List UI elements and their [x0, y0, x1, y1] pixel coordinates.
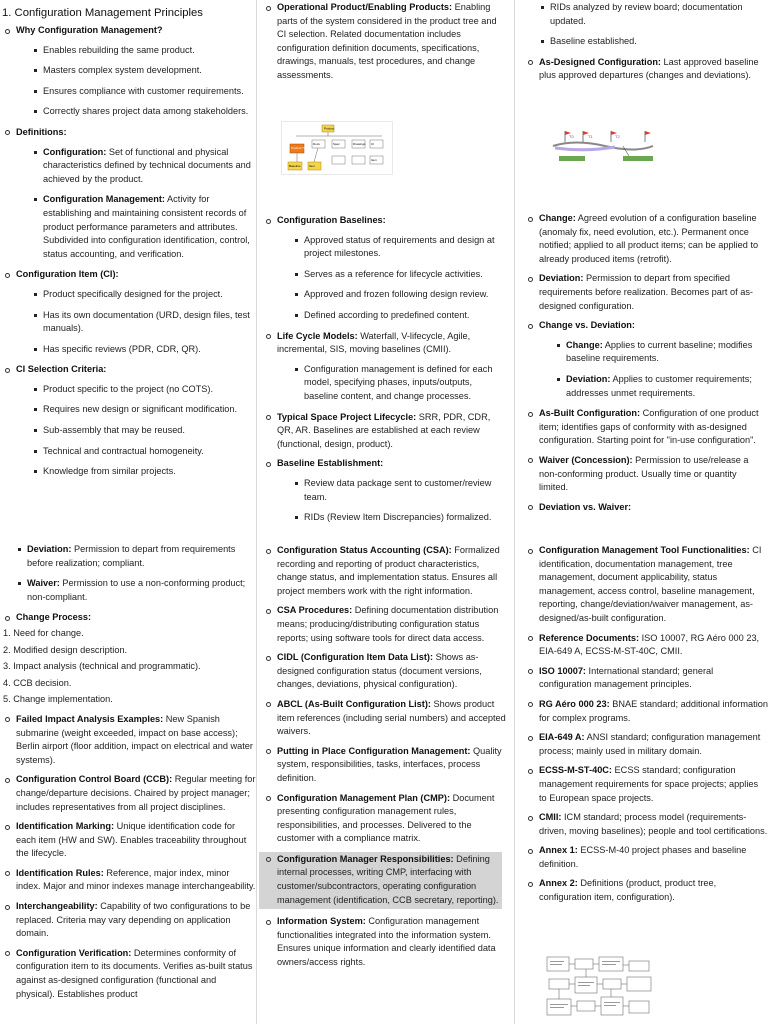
list-item: Configuration Management Tool Functionalities: CI identification, documentation management, tree management, document applicability, status management, access control, baseline management, reporting, change/deviation/waiver management, as-designed/as-built configuration.: [523, 544, 768, 626]
list-item: Product specifically designed for the project.: [16, 288, 256, 302]
list-item: Has specific reviews (PDR, CDR, QR).: [16, 343, 256, 357]
list-item: RIDs (Review Item Discrepancies) formalized.: [277, 511, 508, 525]
list-item: Requires new design or significant modification.: [16, 403, 256, 417]
life-cycle-models: Life Cycle Models: Waterfall, V-lifecycle, Agile, incremental, SIS, moving baselines (CMII). Configuration management is defined for each model, specifying phases, inputs/outputs, baseline content, and change processes.: [261, 330, 508, 404]
list-item: CMII: ICM standard; process model (requirements-driven, moving baselines); people and tool certifications.: [523, 811, 768, 838]
list-item: As-Designed Configuration: Last approved baseline plus approved departures (changes and deviations).: [523, 56, 768, 83]
list-item: Knowledge from similar projects.: [16, 465, 256, 479]
list-item: Putting in Place Configuration Management: Quality system, responsibilities, tasks, interfaces, process definition.: [261, 745, 508, 786]
svg-text:Drawings: Drawings: [353, 142, 366, 146]
list-item: Has its own documentation (URD, design files, test manuals).: [16, 309, 256, 336]
svg-text:Docs: Docs: [313, 142, 320, 146]
list-item: Reference Documents: ISO 10007, RG Aéro 000 23, EIA-649 A, ECSS-M-ST-40C, CMII.: [523, 632, 768, 659]
ci-selection-criteria: CI Selection Criteria: Product specific to the project (no COTS). Requires new design or significant modification. Sub-assembly that may be reused. Technical and contractual homogeneity. Knowledge from similar projects.: [0, 363, 256, 479]
svg-text:T2: T2: [615, 134, 620, 139]
list-item: EIA-649 A: ANSI standard; configuration management process; mainly used in military domain.: [523, 731, 768, 758]
list-item: Serves as a reference for lifecycle activities.: [277, 268, 508, 282]
configuration-baselines: Configuration Baselines: Approved status of requirements and design at project milestones. Serves as a reference for lifecycle activities. Approved and frozen following design review. Defined according to predefined content.: [261, 214, 508, 323]
list-item: Deviation: Applies to customer requirements; addresses unmet requirements.: [539, 373, 768, 400]
list-item: Configuration Management Plan (CMP): Document presenting configuration management rules, responsibilities, and processes. Delivered to the customer with a compliance matrix.: [261, 792, 508, 846]
list-item: Operational Product/Enabling Products: Enabling parts of the system considered in the product tree and CI selection. Related documentation includes configuration definition documents, specifications, drawings, manuals, test procedures, and change assessments.: [261, 1, 508, 83]
list-item: Configuration Management: Activity for establishing and maintaining consistent records of product performance parameters and attributes. Subdivided into configuration identification, control, status accounting, and verification.: [16, 193, 256, 261]
list-item: Enables rebuilding the same product.: [16, 44, 256, 58]
list-item: Masters complex system development.: [16, 64, 256, 78]
section-title: 1. Configuration Management Principles: [2, 7, 203, 19]
process-flow-diagram: [545, 955, 655, 1021]
list-item: Identification Marking: Unique identification code for each item (HW and SW). Enables traceability throughout the lifecycle.: [0, 820, 256, 861]
list-item: Deviation: Permission to depart from specified requirements before realization. Becomes part of as-designed configuration.: [523, 272, 768, 313]
list-item: Defined according to predefined content.: [277, 309, 508, 323]
list-item: Waiver: Permission to use a non-conforming product; non-compliant.: [0, 577, 256, 604]
list-item: Configuration Control Board (CCB): Regular meeting for change/departure decisions. Chaired by project manager; includes representatives from all project disciplines.: [0, 773, 256, 814]
typical-lifecycle: Typical Space Project Lifecycle: SRR, PDR, CDR, QR, AR. Baselines are established at each review (functional, design, product).: [261, 411, 508, 452]
list-item: Baseline established.: [523, 35, 768, 49]
column-1: [0, 0, 256, 1024]
list-item: Configuration Status Accounting (CSA): Formalized recording and reporting of product characteristics, change status, and implementation status. Ensures all project members work with the right information.: [261, 544, 508, 598]
list-item: Product specific to the project (no COTS).: [16, 383, 256, 397]
definitions: Definitions: Configuration: Set of functional and physical characteristics defined by technical documents and achieved by the product. Configuration Management: Activity for establishing and maintaining consistent records of product performance parameters and attributes. Subdivided into configuration identification, control, status accounting, and verification.: [0, 126, 256, 261]
column-2: [256, 0, 514, 1024]
list-main: [0, 24, 256, 479]
svg-text:Item: Item: [371, 158, 377, 162]
step: 5. Change implementation.: [3, 694, 113, 705]
list-item: ABCL (As-Built Configuration List): Shows product item references (including serial numbers) and accepted waivers.: [261, 698, 508, 739]
list-item: Sub-assembly that may be reused.: [16, 424, 256, 438]
list-item: ISO 10007: International standard; general configuration management principles.: [523, 665, 768, 692]
list-item: Configuration management is defined for each model, specifying phases, inputs/outputs, baseline content, and change processes.: [277, 363, 508, 404]
list-item: Waiver (Concession): Permission to use/release a non-conforming product. Usually time or quantity limited.: [523, 454, 768, 495]
list-item: Technical and contractual homogeneity.: [16, 445, 256, 459]
highlighted-item: Configuration Manager Responsibilities: Defining internal processes, writing CMP, interfacing with customer/subcontractors, operating configuration management (identification, CCB secretary, reporting).: [259, 852, 502, 909]
baseline-evolution-diagram: [545, 128, 665, 166]
svg-text:Product Tree: Product Tree: [291, 146, 309, 150]
list-item: Ensures compliance with customer requirements.: [16, 85, 256, 99]
col1-lower: [0, 543, 256, 1007]
svg-text:CI: CI: [371, 142, 374, 146]
list-item: Interchangeability: Capability of two configurations to be replaced. Criteria may vary depending on application domain.: [0, 900, 256, 941]
svg-text:Product: Product: [324, 126, 335, 131]
list-item: Annex 1: ECSS-M-40 project phases and baseline definition.: [523, 844, 768, 871]
svg-text:Spec: Spec: [333, 142, 340, 146]
step: 3. Impact analysis (technical and programmatic).: [3, 661, 201, 672]
step: 1. Need for change.: [3, 627, 84, 638]
svg-text:T0: T0: [569, 134, 574, 139]
list-item: Configuration Verification: Determines conformity of configuration item to its documents. Verifies as-built status against as-designed configuration (functional and physical). Establishes product: [0, 947, 256, 1001]
list-item: Change: Agreed evolution of a configuration baseline (anomaly fix, need evolution, etc.). Permanent once notified; applied to all product items; can be applied to already produced items (retrofit).: [523, 212, 768, 266]
list-item: Review data package sent to customer/review team.: [277, 477, 508, 504]
svg-text:Baseline: Baseline: [289, 164, 301, 168]
list-item: Failed Impact Analysis Examples: New Spanish submarine (weight exceeded, impact on base access); Berlin airport (floor addition, impact on electrical and water systems).: [0, 713, 256, 767]
list-item: CSA Procedures: Defining documentation distribution means; producing/distributing configuration status reports; using software tools for direct data access.: [261, 604, 508, 645]
list-item: ECSS-M-ST-40C: ECSS standard; configuration management requirements for space projects; applies to European space projects.: [523, 764, 768, 805]
product-tree-diagram: [281, 121, 393, 175]
svg-text:Item: Item: [309, 164, 315, 168]
list-item: CIDL (Configuration Item Data List): Shows as-designed configuration status (document versions, changes, deviations, physical configuration).: [261, 651, 508, 692]
list-item: RG Aéro 000 23: BNAE standard; additional information for complex programs.: [523, 698, 768, 725]
configuration-item: Configuration Item (CI): Product specifically designed for the project. Has its own documentation (URD, design files, test manuals). Has specific reviews (PDR, CDR, QR).: [0, 268, 256, 356]
step: 2. Modified design description.: [3, 644, 128, 655]
change-steps: [0, 627, 256, 707]
baseline-establishment: Baseline Establishment: Review data package sent to customer/review team. RIDs (Review Item Discrepancies) formalized.: [261, 457, 508, 524]
list-item: RIDs analyzed by review board; documentation updated.: [523, 1, 768, 28]
list-item: Configuration: Set of functional and physical characteristics defined by technical documents and achieved by the product.: [16, 146, 256, 187]
svg-text:T1: T1: [588, 134, 593, 139]
list-item: Identification Rules: Reference, major index, minor index. Major and minor indexes manage interchangeability.: [0, 867, 256, 894]
list-item: Change: Applies to current baseline; modifies baseline requirements.: [539, 339, 768, 366]
list-item: Approved and frozen following design review.: [277, 288, 508, 302]
column-3: [514, 0, 768, 1024]
list-item: As-Built Configuration: Configuration of one product item; identifies gaps of conformity with as-designed configuration. Starting point for "in-use configuration".: [523, 407, 768, 448]
deviation-vs-waiver: Deviation vs. Waiver:: [523, 501, 768, 515]
step: 4. CCB decision.: [3, 677, 72, 688]
list-item: Correctly shares project data among stakeholders.: [16, 105, 256, 119]
list-item: Deviation: Permission to depart from requirements before realization; compliant.: [0, 543, 256, 570]
why-cm: Why Configuration Management? Enables rebuilding the same product. Masters complex system development. Ensures compliance with customer requirements. Correctly shares project data among stakeholders.: [0, 24, 256, 119]
list-item: Annex 2: Definitions (product, product tree, configuration item, configuration).: [523, 877, 768, 904]
change-process: Change Process:: [0, 611, 256, 625]
list-item: Approved status of requirements and design at project milestones.: [277, 234, 508, 261]
change-vs-deviation: Change vs. Deviation: Change: Applies to current baseline; modifies baseline requirements. Deviation: Applies to customer requirements; addresses unmet requirements.: [523, 319, 768, 400]
list-item: Information System: Configuration management functionalities integrated into the information system. Ensures unique information and clearly identified data owners/access rights.: [261, 915, 508, 969]
